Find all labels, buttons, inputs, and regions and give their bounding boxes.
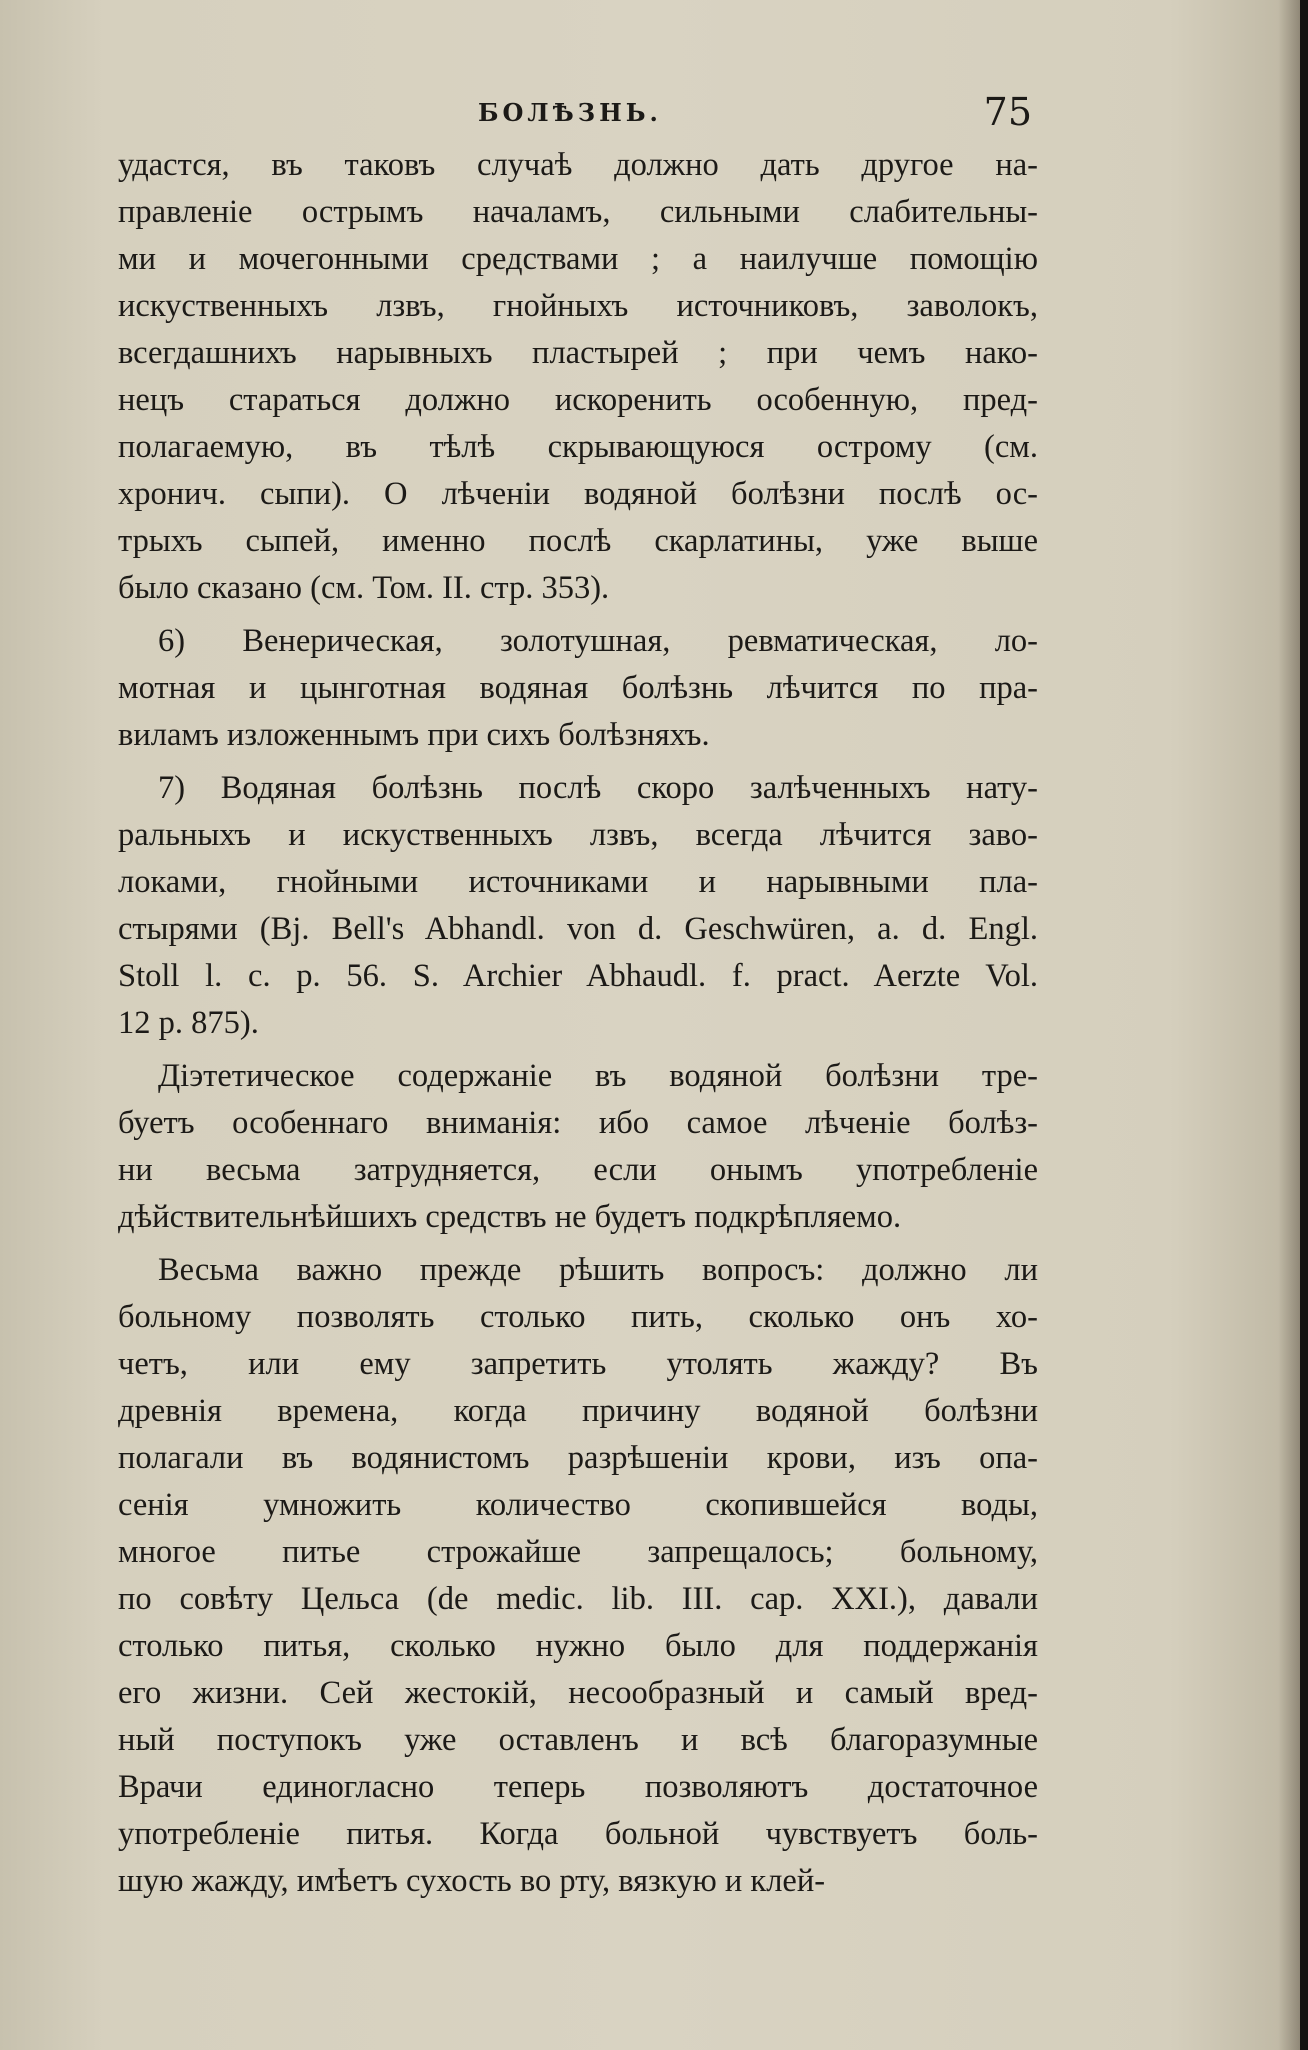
text-line: 6) Венерическая, золотушная, ревматическая, ло- (158, 623, 1038, 659)
text-line: ни весьма затрудняется, если онымъ употребленіе (118, 1152, 1038, 1188)
text-line: нецъ стараться должно искоренить особенную, пред- (118, 382, 1038, 418)
text-line: удастся, въ таковъ случаѣ должно дать другое на- (118, 147, 1038, 183)
text-line: локами, гнойными источниками и нарывными пла- (118, 864, 1038, 900)
text-line: Врачи единогласно теперь позволяютъ достаточное (118, 1769, 1038, 1805)
text-line: употребленіе питья. Когда больной чувствуетъ боль- (118, 1816, 1038, 1852)
running-head (118, 90, 1038, 142)
text-line: правленіе острымъ началамъ, сильными слабительны- (118, 194, 1038, 230)
paragraph (118, 618, 1038, 759)
text-line: его жизни. Сей жестокій, несообразный и самый вред- (118, 1675, 1038, 1711)
paragraph (118, 1247, 1038, 1905)
text-line: полагаемую, въ тѣлѣ скрывающуюся острому (см. (118, 429, 1038, 465)
text-line: полагали въ водянистомъ разрѣшеніи крови, изъ опа- (118, 1440, 1038, 1476)
body-text (118, 142, 1038, 1905)
text-line: больному позволять столько пить, сколько онъ хо- (118, 1299, 1038, 1335)
text-line: сенія умножить количество скопившейся воды, (118, 1487, 1038, 1523)
text-line: хронич. сыпи). О лѣченіи водяной болѣзни послѣ ос- (118, 476, 1038, 512)
text-line: столько питья, сколько нужно было для поддержанія (118, 1628, 1038, 1664)
text-line: Діэтетическое содержаніе въ водяной болѣзни тре- (158, 1058, 1038, 1094)
paragraph (118, 765, 1038, 1047)
paragraph (118, 1053, 1038, 1241)
text-line: Весьма важно прежде рѣшить вопросъ: должно ли (158, 1252, 1038, 1288)
paragraph (118, 142, 1038, 612)
text-line: четъ, или ему запретить утолять жажду? Въ (118, 1346, 1038, 1382)
text-line: древнія времена, когда причину водяной болѣзни (118, 1393, 1038, 1429)
text-line: ный поступокъ уже оставленъ и всѣ благоразумные (118, 1722, 1038, 1758)
page-number: 75 (983, 90, 1032, 134)
text-line: 7) Водяная болѣзнь послѣ скоро залѣченныхъ нату- (158, 770, 1038, 806)
text-block (118, 90, 1038, 1905)
running-title: БОЛѢЗНЬ. (478, 98, 662, 127)
text-line: виламъ изложеннымъ при сихъ болѣзняхъ. (118, 717, 710, 753)
text-line: было сказано (см. Том. II. стр. 353). (118, 570, 610, 606)
text-line: мотная и цынготная водяная болѣзнь лѣчится по пра- (118, 670, 1038, 706)
text-line: ми и мочегонными средствами ; а наилучше помощію (118, 241, 1038, 277)
text-line: по совѣту Цельса (de medic. lib. III. cap. XXI.), давали (118, 1581, 1038, 1617)
text-line: шую жажду, имѣетъ сухость во рту, вязкую и клей- (118, 1863, 826, 1899)
page-edge-shadow (1278, 0, 1300, 2050)
text-line: искуственныхъ лзвъ, гнойныхъ источниковъ, заволокъ, (118, 288, 1038, 324)
text-line: стырями (Bj. Bell's Abhandl. von d. Geschwüren, a. d. Engl. (118, 911, 1038, 947)
text-line: 12 p. 875). (118, 1005, 259, 1041)
text-line: дѣйствительнѣйшихъ средствъ не будетъ подкрѣпляемо. (118, 1199, 902, 1235)
text-line: всегдашнихъ нарывныхъ пластырей ; при чемъ нако- (118, 335, 1038, 371)
text-line: ральныхъ и искуственныхъ лзвъ, всегда лѣчится заво- (118, 817, 1038, 853)
text-line: Stoll l. c. p. 56. S. Archier Abhaudl. f. pract. Aerzte Vol. (118, 958, 1038, 994)
text-line: многое питье строжайше запрещалось; больному, (118, 1534, 1038, 1570)
text-line: буетъ особеннаго вниманія: ибо самое лѣченіе болѣз- (118, 1105, 1038, 1141)
text-line: трыхъ сыпей, именно послѣ скарлатины, уже выше (118, 523, 1038, 559)
